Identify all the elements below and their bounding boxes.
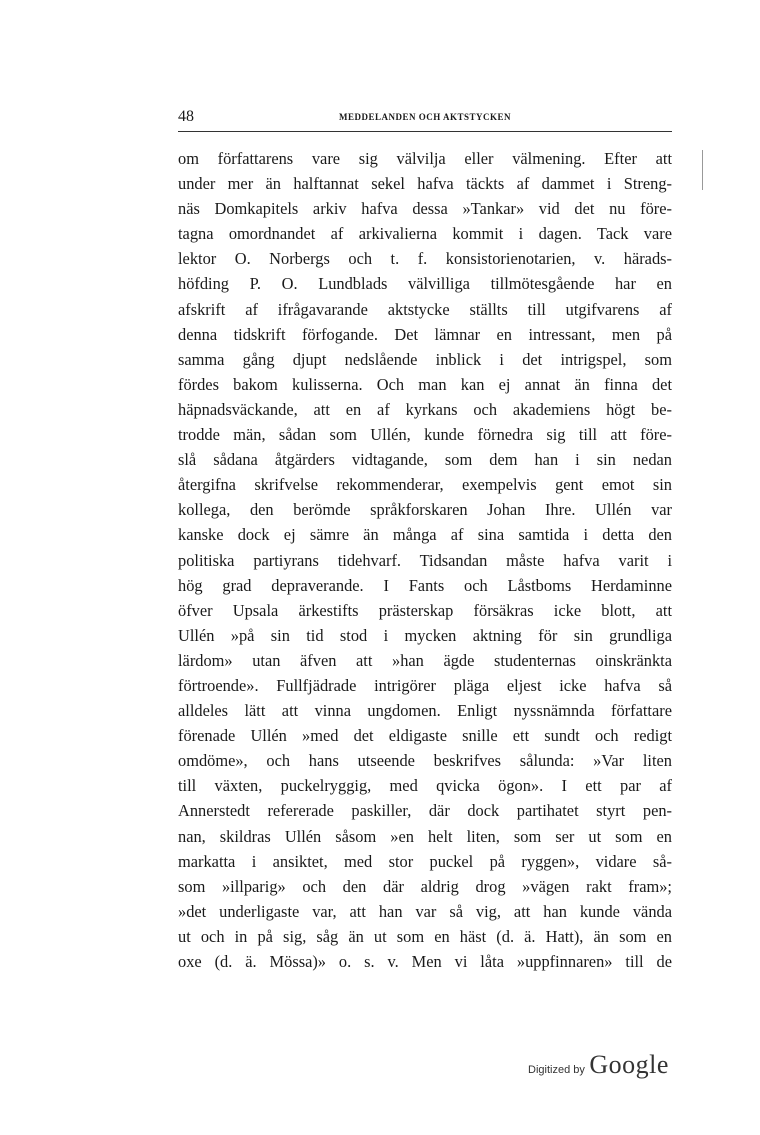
digitized-watermark [528, 1050, 669, 1090]
text-line: afskrift af ifrågavarande aktstycke ställts till utgifvarens af [178, 299, 672, 319]
text-line: fördes bakom kulisserna. Och man kan ej annat än finna det [178, 374, 672, 394]
text-line: politiska partiyrans tidehvarf. Tidsandan måste hafva varit i [178, 550, 672, 570]
text-line: öfver Upsala ärkestifts prästerskap försäkras icke blott, att [178, 600, 672, 620]
text-line: förenade Ullén »med det eldigaste snille ett sundt och redigt [178, 726, 672, 746]
text-line: kollega, den berömde språkforskaren Johan Ihre. Ullén var [178, 500, 672, 520]
text-line: häpnadsväckande, att en af kyrkans och akademiens högt be- [178, 399, 672, 419]
text-line: markatta i ansiktet, med stor puckel på ryggen», vidare så- [178, 851, 672, 871]
text-line: lärdom» utan äfven att »han ägde studenternas oinskränkta [178, 650, 672, 670]
text-line: förtroende». Fullfjädrade intrigörer pläga eljest icke hafva så [178, 675, 672, 695]
text-line: oxe (d. ä. Mössa)» o. s. v. Men vi låta »uppfinnaren» till de [178, 952, 672, 971]
body-text [178, 146, 672, 974]
text-line: Annerstedt refererade paskiller, där dock partihatet styrt pen- [178, 801, 672, 821]
text-line: nan, skildras Ullén såsom »en helt liten, som ser ut som en [178, 826, 672, 846]
text-line: under mer än halftannat sekel hafva täckts af dammet i Streng- [178, 174, 672, 194]
text-line: slå sådana åtgärders vidtagande, som dem han i sin nedan [178, 450, 672, 470]
text-line: omdöme», och hans utseende beskrifves sålunda: »Var liten [178, 751, 672, 771]
text-line: som »illparig» och den där aldrig drog »vägen rakt fram»; [178, 876, 672, 896]
page-header [178, 108, 672, 130]
text-line: samma gång djupt nedslående inblick i det intrigspel, som [178, 349, 672, 369]
text-line: »det underligaste var, att han var så vig, att han kunde vända [178, 901, 672, 921]
text-line: till växten, puckelryggig, med qvicka ögon». I ett par af [178, 776, 672, 796]
text-line: alldeles lätt att vinna ungdomen. Enligt nyssnämnda författare [178, 701, 672, 721]
text-line: ut och in på sig, såg än ut som en häst (d. ä. Hatt), än som en [178, 926, 672, 946]
page-number: 48 [178, 108, 194, 125]
header-rule [178, 131, 672, 132]
text-line: denna tidskrift förfogande. Det lämnar en intressant, men på [178, 324, 672, 344]
text-line: Ullén »på sin tid stod i mycken aktning för sin grundliga [178, 625, 672, 645]
text-line: hög grad depraverande. I Fants och Låstboms Herdaminne [178, 575, 672, 595]
google-logo: Google [589, 1050, 669, 1079]
running-head: MEDDELANDEN OCH AKTSTYCKEN [338, 112, 512, 122]
text-line: om författarens vare sig välvilja eller välmening. Efter att [178, 149, 672, 168]
text-line: lektor O. Norbergs och t. f. konsistorienotarien, v. härads- [178, 249, 672, 269]
watermark-prefix: Digitized by [528, 1064, 585, 1076]
text-line: näs Domkapitels arkiv hafva dessa »Tankar» vid det nu före- [178, 199, 672, 219]
text-line: återgifna skrifvelse rekommenderar, exempelvis gent emot sin [178, 475, 672, 495]
text-line: höfding P. O. Lundblads välvilliga tillmötesgående har en [178, 274, 672, 294]
margin-mark [702, 150, 703, 190]
text-line: tagna omordnandet af arkivalierna kommit i dagen. Tack vare [178, 224, 672, 244]
text-line: kanske dock ej sämre än många af sina samtida i detta den [178, 525, 672, 545]
text-line: trodde män, sådan som Ullén, kunde förnedra sig till att före- [178, 425, 672, 445]
